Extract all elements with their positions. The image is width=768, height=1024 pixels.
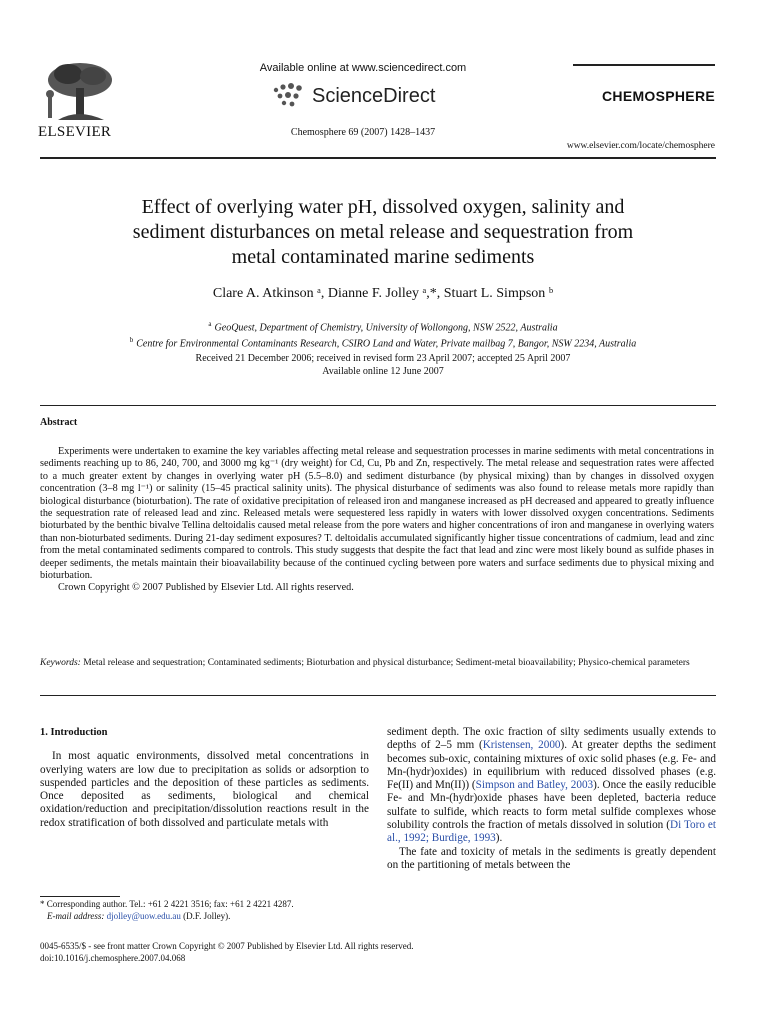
abstract-text: Experiments were undertaken to examine the key variables affecting metal release and sequestration processes in marine sediments with metal concentrations in sediments reaching up to 86, 240, 700, and 3000 mg kg⁻¹ (dry weight) for Cd, Cu, Pb and Zn, respectively. The metal release and sequestration rates were affected to a much greater extent by changes in overlying water pH (5.5–8.0) and sediment disturbance (by physical mixing) than by changes in dissolved oxygen concentration (3–8 mg l⁻¹) or salinity (15–45 practical salinity units). The physical disturbance of sediments was also found to release metals more rapidly than biological disturbance (bioturbation). The rate of oxidative precipitation of released iron and manganese increased as pH decreased and appeared to greatly influence the sequestration rate of released lead and zinc. Released metals were sequestered less rapidly in waters with lower dissolved oxygen concentrations. Sediments bioturbated by the benthic bivalve Tellina deltoidalis caused metal release from the pore waters and higher concentrations of iron and manganese in overlying waters than non-bioturbated sediments. During 21-day sediment exposures? T. deltoidalis accumulated significantly higher tissue concentrations of cadmium, lead and zinc from the metal contaminated sediments compared to controls. This study suggests that despite the fact that lead and zinc were most likely bound as sulfide phases in deeper sediments, the metals maintain their bioavailability because of the continued cycling between pore waters and surface sediments due to physical mixing and bioturbation. [40,446,714,582]
affiliation-b [40,334,726,350]
reference-link[interactable]: Simpson and Batley, 2003 [475,779,594,792]
affiliations [40,318,726,351]
reference-link[interactable]: Di Toro et al., 1992; Burdige, 1993 [387,819,716,845]
email-suffix: (D.F. Jolley). [183,910,231,921]
article-title [40,195,726,270]
author-list: Clare A. Atkinson ᵃ, Dianne F. Jolley ᵃ,*, Stuart L. Simpson ᵇ [212,286,554,301]
intro-paragraph: In most aquatic environments, dissolved metal concentrations in overlying waters are low due to precipitation as solids or adsorption to suspended particles and the deposition of these particles as sediments. Once deposited as sediments, biological and chemical oxidation/reduction and precipitation/dissolution reactions result in the redox stratification of both dissolved and particulate metals with [40,750,369,829]
affiliation-a [40,318,726,334]
title-line: Effect of overlying water pH, dissolved oxygen, salinity and [141,196,625,218]
header-rule-right [573,64,715,66]
header-divider [40,157,716,159]
text-run: ). Once the easily reducible Fe- and Mn-(hydr)oxide phases have been depleted, bacteria reduce sulfate to sulfide, which reacts to form metal sulfide complexes whose solubility controls the fraction of metals dissolved in solution ( [387,779,716,832]
abstract-heading: Abstract [40,417,78,428]
elsevier-logo [38,60,118,141]
body-column-left [40,726,369,830]
publisher-name: ELSEVIER [38,124,112,140]
keywords [40,657,714,669]
footnote-line [40,899,369,911]
abstract-top-rule [40,405,716,406]
text-run: ). [495,832,503,845]
doi-line: doi:10.1016/j.chemosphere.2007.04.068 [40,952,186,963]
text-run: ). At greater depths the sediment becomes sub-oxic, containing mixtures of oxic solid phases (e.g. Fe- and Mn-(hydr)oxides) in equilibrium with reduced dissolved phases (e.g. Fe(II) and Mn(II)) ( [387,739,716,792]
keywords-list: Metal release and sequestration; Contaminated sediments; Bioturbation and physical disturbance; Sediment-metal bioavailability; Physico-chemical parameters [83,658,690,668]
available-online-text: Available online at www.sciencedirect.com [259,62,467,74]
title-line: metal contaminated marine sediments [231,246,535,268]
section-heading: 1. Introduction [40,727,108,738]
available-date: Available online 12 June 2007 [322,366,444,377]
text-run: sediment depth. The oxic fraction of silty sediments usually extends to depths of 2–5 mm ( [387,726,716,752]
footnote-text: Corresponding author. Tel.: +61 2 4221 3516; fax: +61 2 4221 4287. [46,899,294,909]
journal-citation: Chemosphere 69 (2007) 1428–1437 [290,127,436,138]
received-dates: Received 21 December 2006; received in revised form 23 April 2007; accepted 25 April 2007 [195,353,571,364]
journal-name: CHEMOSPHERE [602,88,715,104]
sciencedirect-logo [270,80,435,112]
email-label: E-mail address: [47,910,105,921]
elsevier-tree-icon [38,60,116,122]
abstract-body [40,446,714,595]
affiliation-text: GeoQuest, Department of Chemistry, University of Wollongong, NSW 2522, Australia [214,322,558,334]
footnote-rule [40,896,120,897]
platform-name: ScienceDirect [312,84,436,107]
sciencedirect-dots-icon [270,82,306,110]
keywords-bottom-rule [40,695,716,696]
abstract-copyright: Crown Copyright © 2007 Published by Elsevier Ltd. All rights reserved. [58,582,354,594]
front-matter-footer [40,941,716,964]
footnote-mark: * [40,899,45,909]
body-column-right [387,726,716,872]
intro-paragraph-continued [387,726,716,846]
email-link[interactable]: djolley@uow.edu.au [106,910,181,921]
reference-link[interactable]: Kristensen, 2000 [482,739,561,752]
corresponding-author-footnote [40,899,369,922]
journal-url[interactable]: www.elsevier.com/locate/chemosphere [566,141,715,151]
affiliation-mark: a [208,320,212,328]
second-paragraph: The fate and toxicity of metals in the sediments is greatly dependent on the partitioning of metals between the [387,845,716,871]
article-dates [40,352,726,378]
keywords-label: Keywords: [40,658,81,668]
title-line: sediment disturbances on metal release and sequestration from [132,221,634,243]
affiliation-text: Centre for Environmental Contaminants Research, CSIRO Land and Water, Private mailbag 7, Bangor, NSW 2234, Australia [136,338,637,350]
footnote-email-line [40,911,369,923]
affiliation-mark: b [129,336,134,345]
front-matter-line: 0045-6535/$ - see front matter Crown Copyright © 2007 Published by Elsevier Ltd. All rights reserved. [40,941,414,951]
